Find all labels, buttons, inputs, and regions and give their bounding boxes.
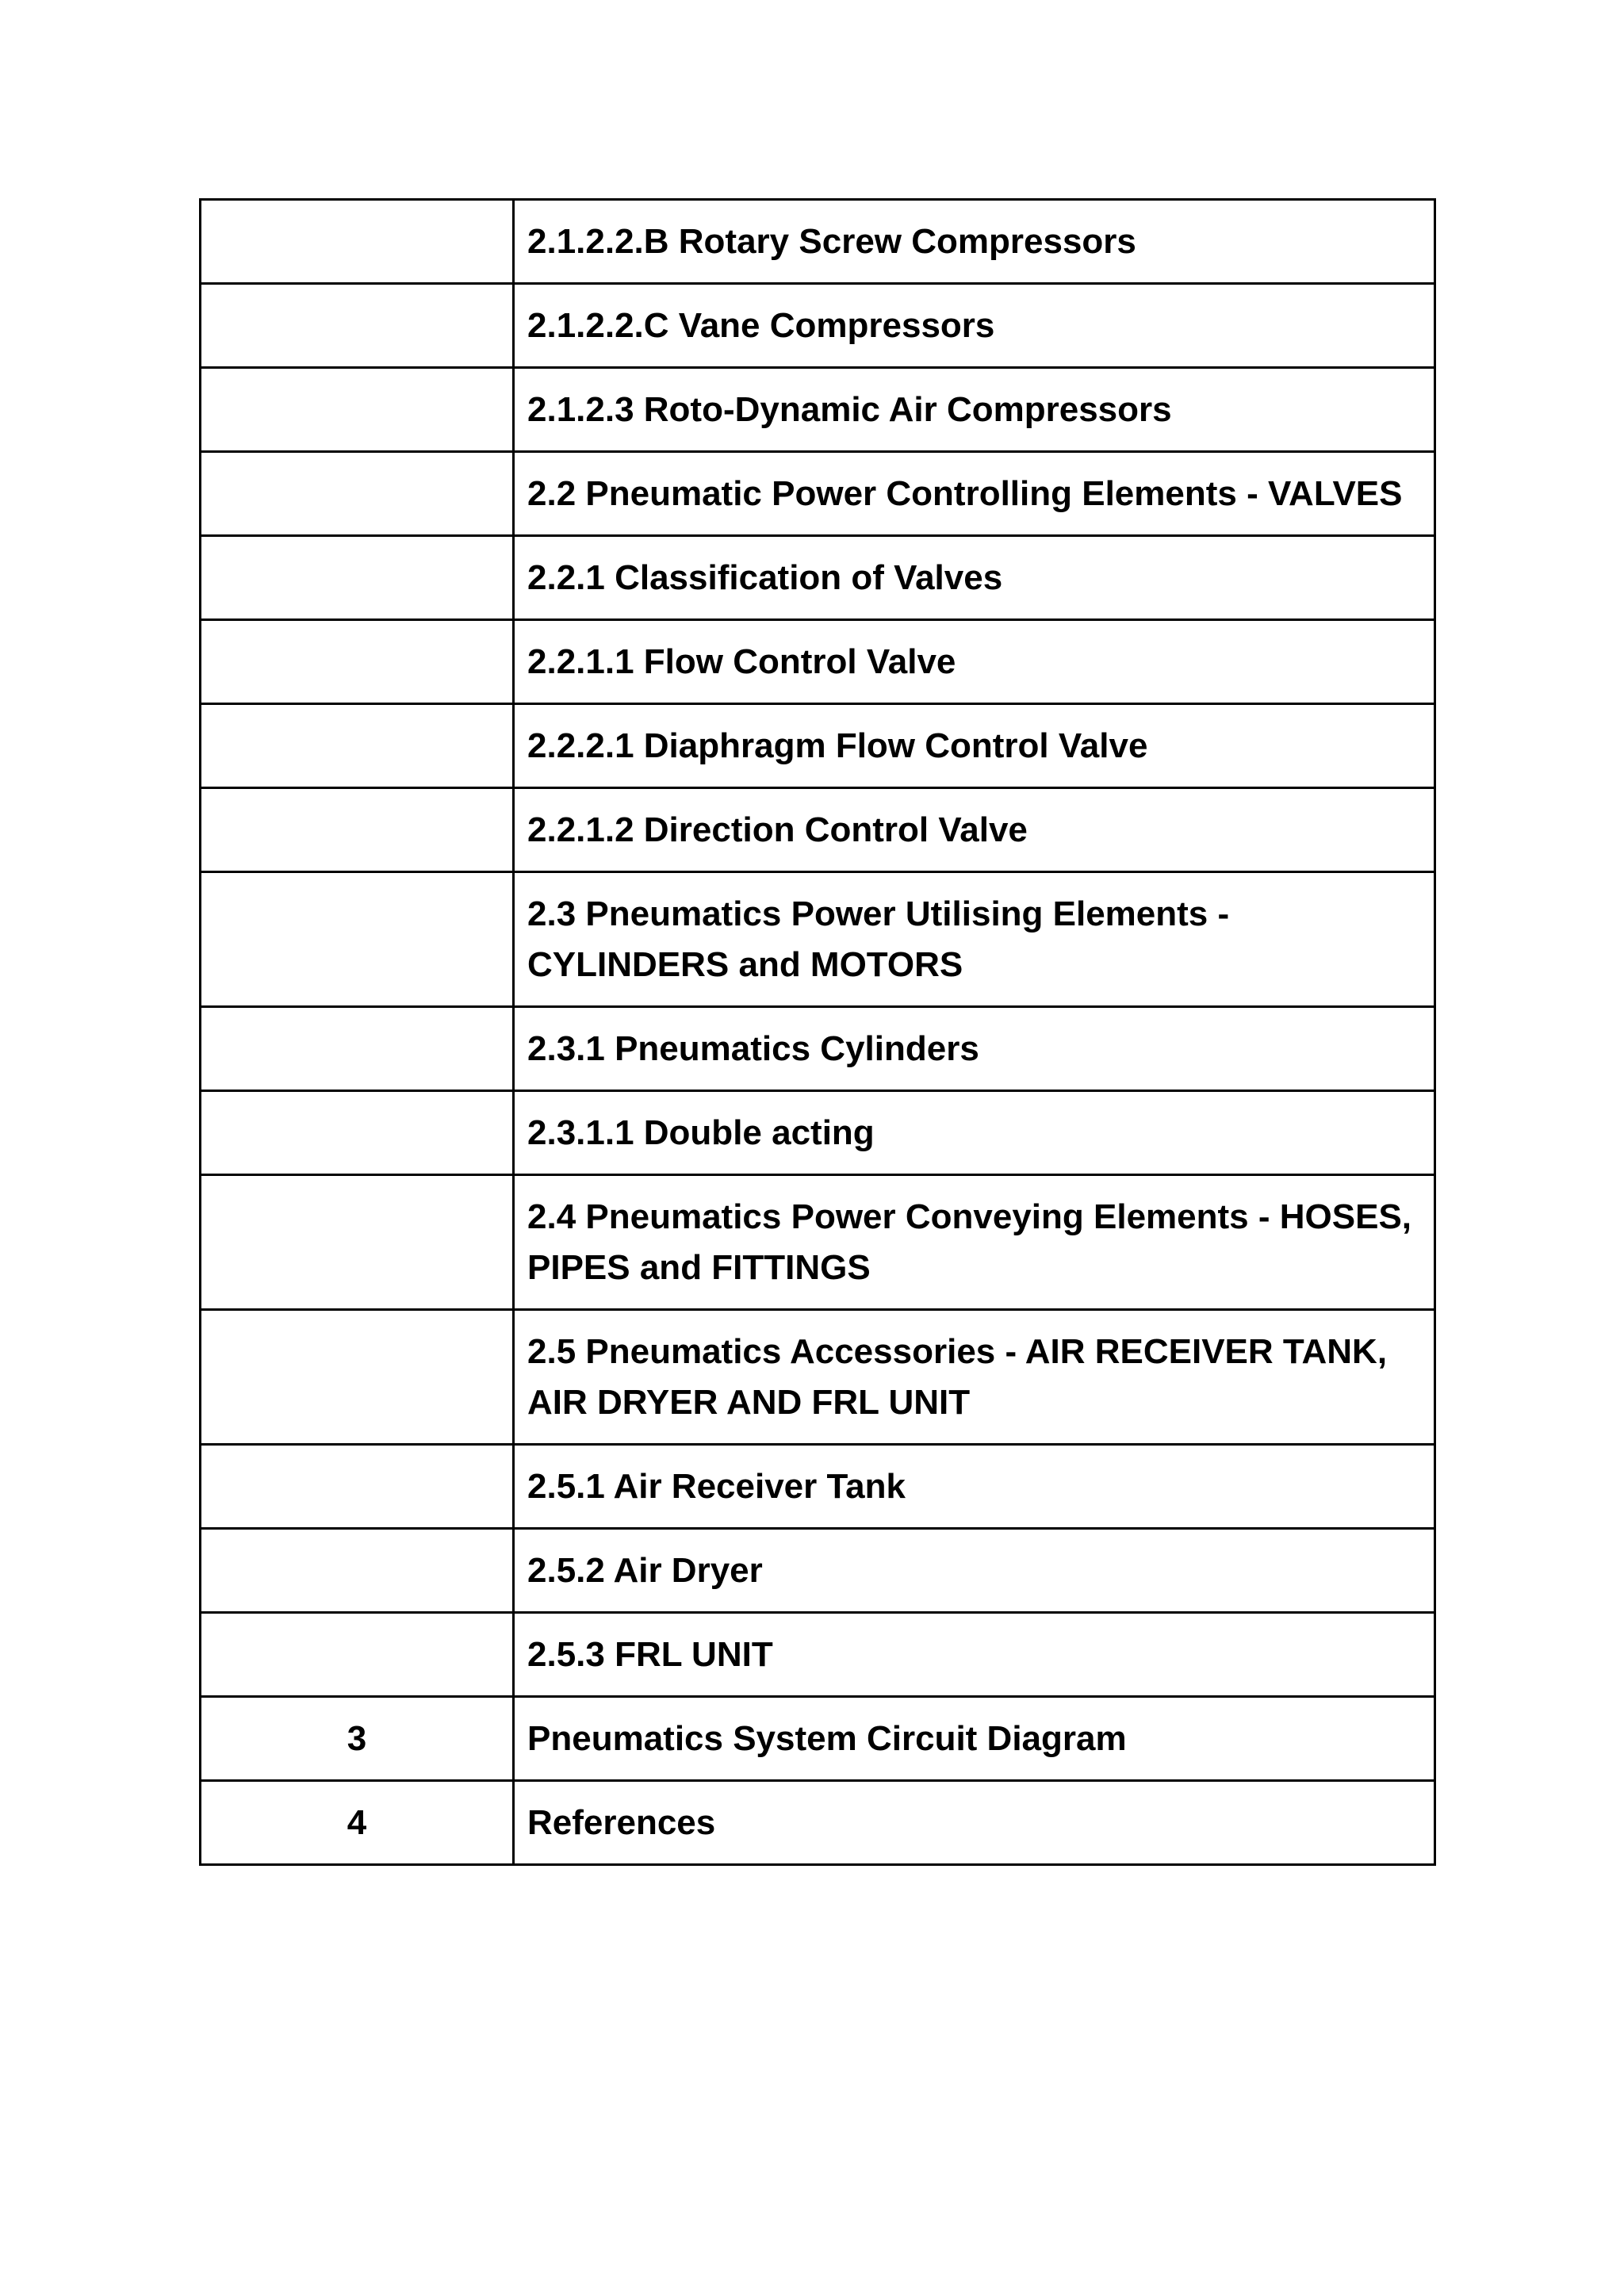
toc-row-title: 2.2.1.2 Direction Control Valve [514,788,1435,872]
toc-row-number [201,872,514,1007]
toc-row [201,788,1435,872]
toc-row-number [201,284,514,368]
toc-row-title: 2.2.1.1 Flow Control Valve [514,620,1435,704]
toc-row [201,200,1435,284]
toc-row-number [201,1613,514,1697]
toc-row [201,1310,1435,1445]
toc-row [201,284,1435,368]
toc-row [201,1091,1435,1175]
toc-row [201,1445,1435,1529]
toc-row [201,872,1435,1007]
toc-row-title: 2.1.2.2.C Vane Compressors [514,284,1435,368]
toc-row [201,620,1435,704]
toc-row-number [201,1529,514,1613]
toc-row-number [201,452,514,536]
toc-row-number [201,1091,514,1175]
toc-row [201,536,1435,620]
toc-row-number [201,200,514,284]
toc-row-title: 2.4 Pneumatics Power Conveying Elements - HOSES, PIPES and FITTINGS [514,1175,1435,1310]
toc-row-title: 2.3.1 Pneumatics Cylinders [514,1007,1435,1091]
toc-row-title: 2.5.3 FRL UNIT [514,1613,1435,1697]
toc-row-number: 4 [201,1781,514,1865]
toc-row [201,1529,1435,1613]
toc-row-title: 2.1.2.2.B Rotary Screw Compressors [514,200,1435,284]
toc-row-number [201,1175,514,1310]
toc-row [201,1007,1435,1091]
table-of-contents [199,198,1436,1866]
toc-row [201,1175,1435,1310]
toc-row-title: References [514,1781,1435,1865]
toc-row-title: 2.3.1.1 Double acting [514,1091,1435,1175]
toc-row [201,1781,1435,1865]
toc-row [201,368,1435,452]
toc-row [201,452,1435,536]
toc-row-number [201,368,514,452]
toc-row-number: 3 [201,1697,514,1781]
toc-row [201,704,1435,788]
toc-row-number [201,536,514,620]
toc-row [201,1697,1435,1781]
toc-row-title: 2.5.2 Air Dryer [514,1529,1435,1613]
toc-row-number [201,1007,514,1091]
toc-row-title: 2.2.1 Classification of Valves [514,536,1435,620]
toc-row-title: 2.2 Pneumatic Power Controlling Elements - VALVES [514,452,1435,536]
toc-row-number [201,1310,514,1445]
toc-row-number [201,788,514,872]
toc-row-title: 2.5.1 Air Receiver Tank [514,1445,1435,1529]
toc-row-title: 2.5 Pneumatics Accessories - AIR RECEIVER TANK, AIR DRYER AND FRL UNIT [514,1310,1435,1445]
toc-row [201,1613,1435,1697]
toc-row-title: 2.3 Pneumatics Power Utilising Elements - CYLINDERS and MOTORS [514,872,1435,1007]
toc-row-number [201,704,514,788]
toc-row-title: 2.1.2.3 Roto-Dynamic Air Compressors [514,368,1435,452]
toc-row-number [201,620,514,704]
toc-row-number [201,1445,514,1529]
toc-row-title: Pneumatics System Circuit Diagram [514,1697,1435,1781]
toc-row-title: 2.2.2.1 Diaphragm Flow Control Valve [514,704,1435,788]
